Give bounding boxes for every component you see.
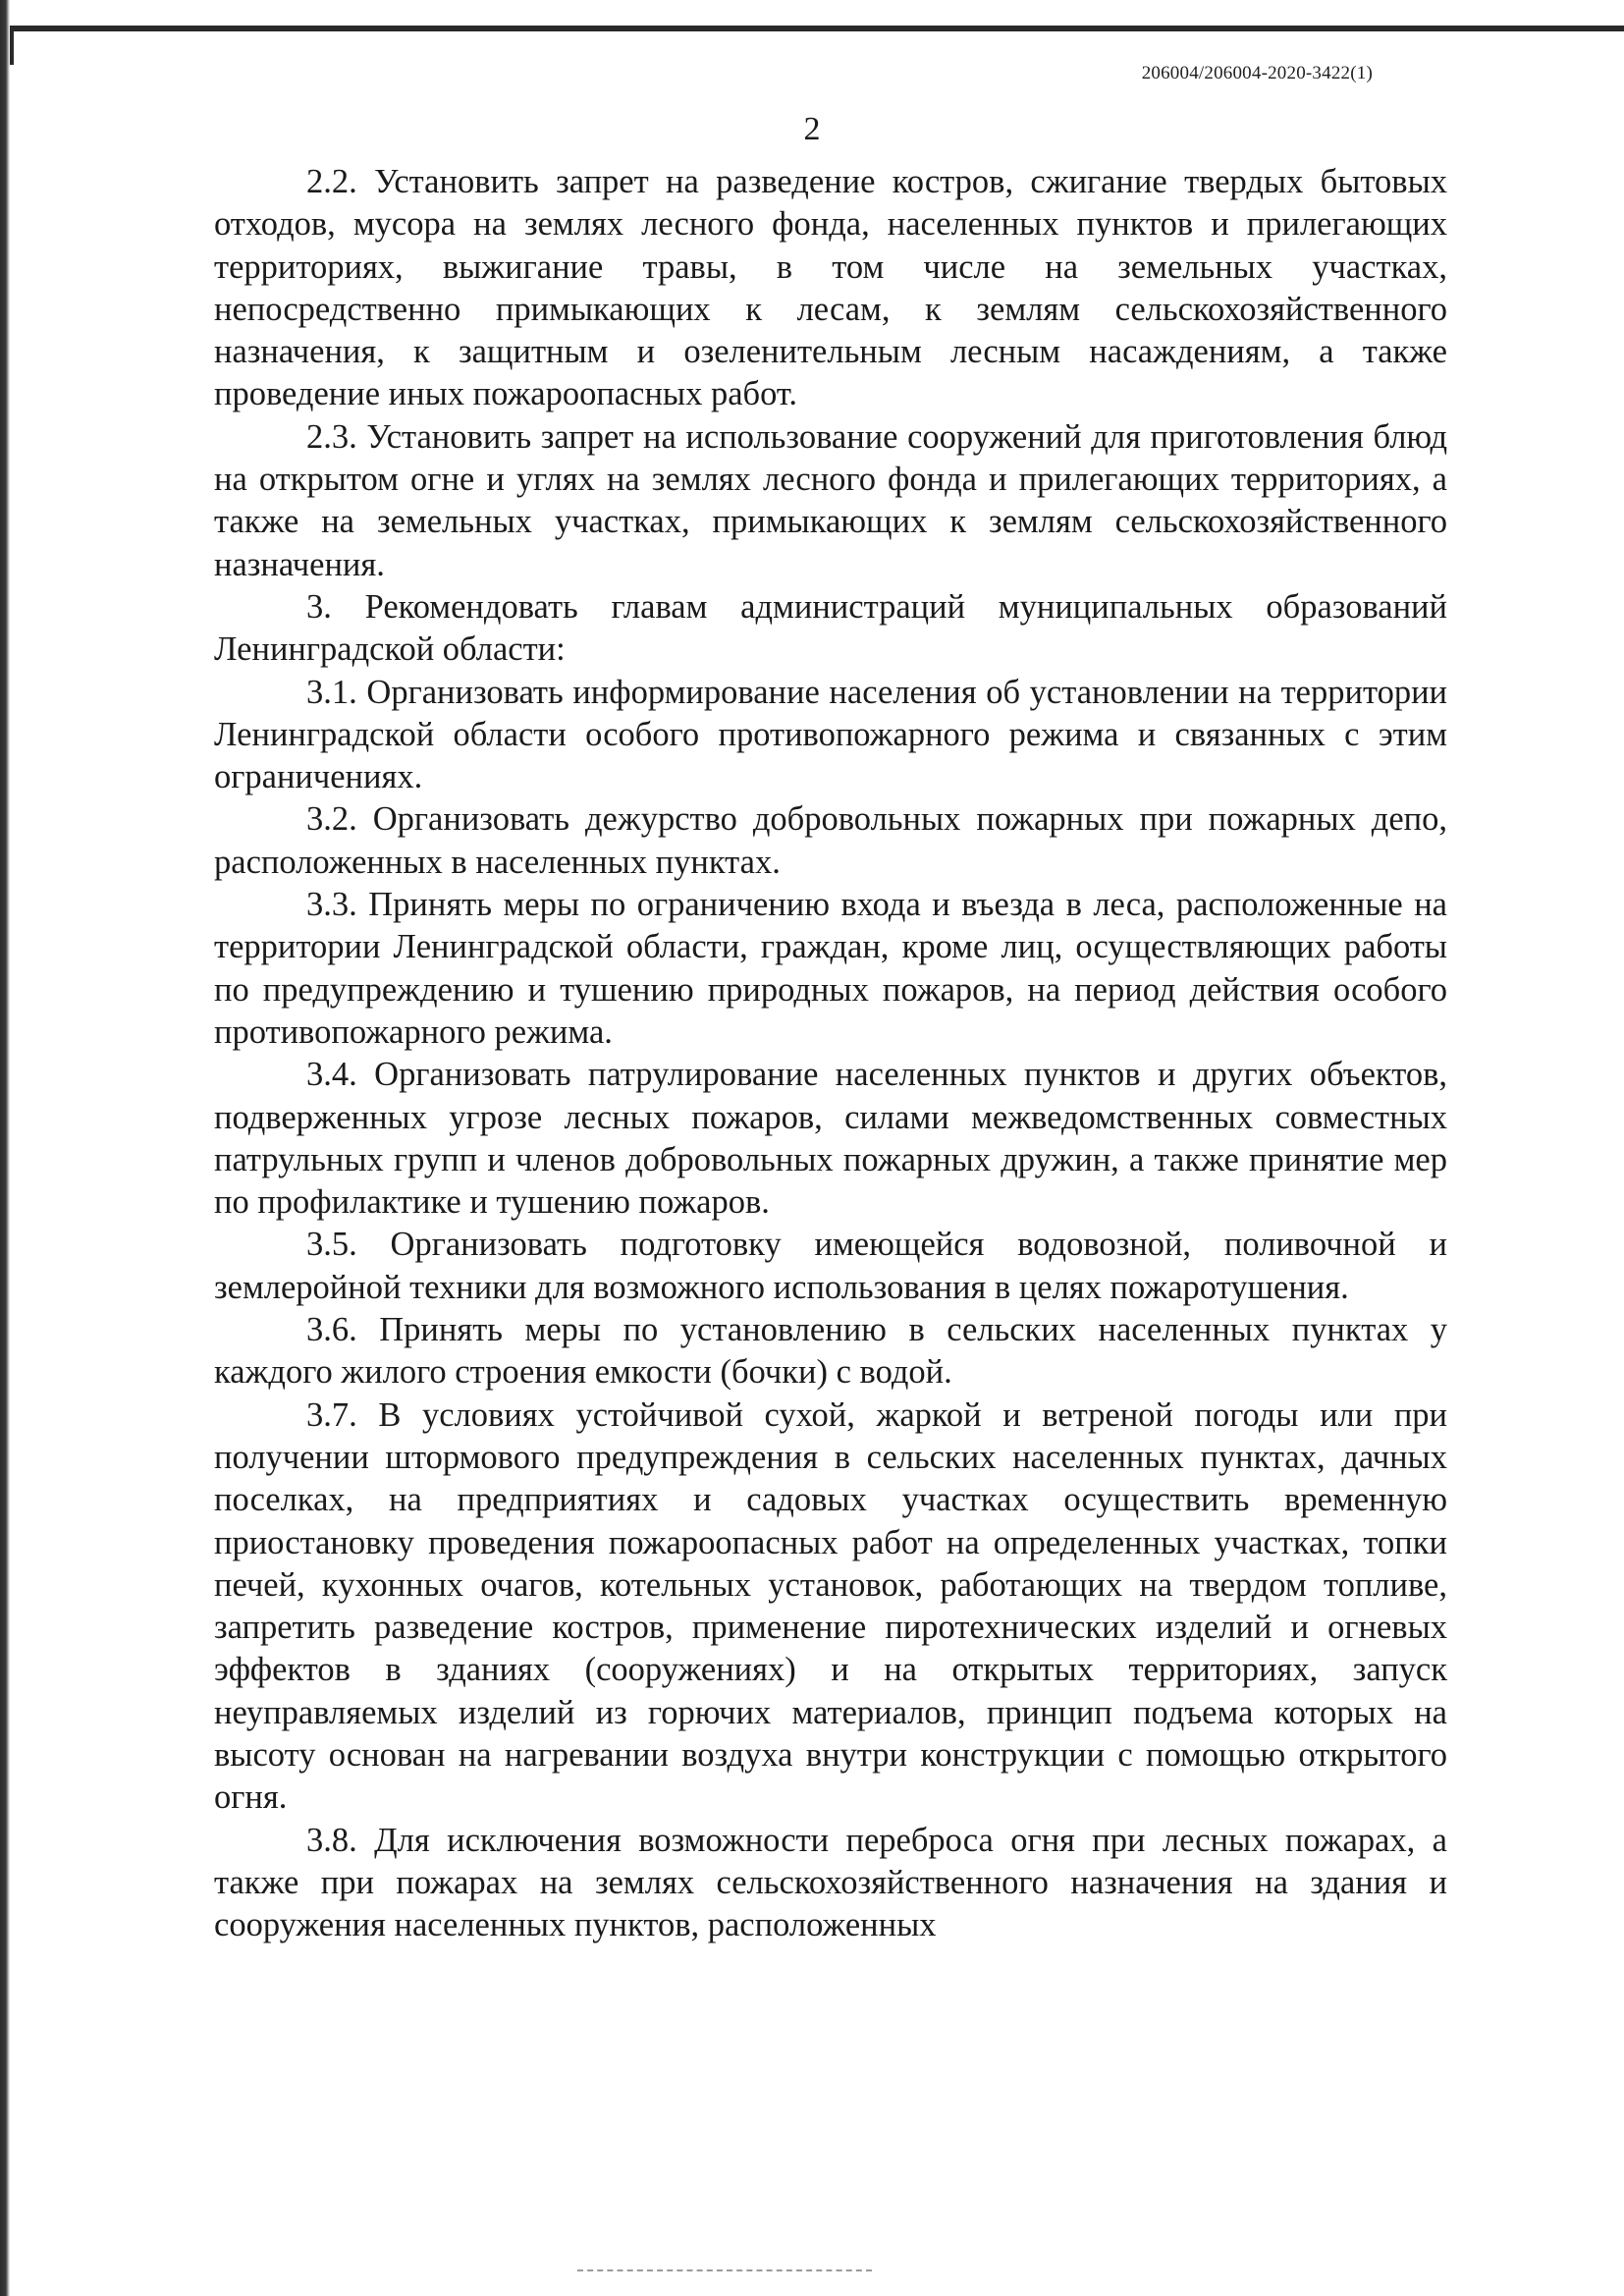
- paragraph-3-4: 3.4. Организовать патрулирование населенных пунктов и других объектов, подверженных угрозе лесных пожаров, силами межведомственных совместных патрульных групп и членов добровольных пожарных дружин, а также принятие мер по профилактике и тушению пожаров.: [214, 1056, 1447, 1222]
- document-body: [214, 161, 1447, 1946]
- paragraph-2-2: 2.2. Установить запрет на разведение костров, сжигание твердых бытовых отходов, мусора на землях лесного фонда, населенных пунктов и прилегающих территориях, выжигание травы, в том числе на земельных участках, непосредственно примыкающих к лесам, к землям сельскохозяйственного назначения, к защитным и озеленительным лесным насаждениям, а также проведение иных пожароопасных работ.: [214, 163, 1447, 413]
- paragraph-3-1: 3.1. Организовать информирование населения об установлении на территории Ленинградской области особого противопожарного режима и связанных с этим ограничениях.: [214, 673, 1447, 796]
- paragraph-3-5: 3.5. Организовать подготовку имеющейся водовозной, поливочной и землеройной техники для возможного использования в целях пожаротушения.: [214, 1226, 1447, 1306]
- scan-left-border: [0, 0, 10, 2296]
- paragraph-3-8: 3.8. Для исключения возможности переброса огня при лесных пожарах, а также при пожарах на землях сельскохозяйственного назначения на здания и сооружения населенных пунктов, расположенных: [214, 1821, 1447, 1944]
- page-number: 2: [803, 111, 821, 147]
- paragraph-3-2: 3.2. Организовать дежурство добровольных пожарных при пожарных депо, расположенных в населенных пунктах.: [214, 800, 1447, 881]
- scan-top-border: [0, 0, 1624, 32]
- paragraph-3-3: 3.3. Принять меры по ограничению входа и въезда в леса, расположенные на территории Ленинградской области, граждан, кроме лиц, осуществляющих работы по предупреждению и тушению природных пожаров, на период действия особого противопожарного режима.: [214, 886, 1447, 1051]
- paragraph-2-3: 2.3. Установить запрет на использование сооружений для приготовления блюд на открытом огне и углях на землях лесного фонда и прилегающих территориях, а также на земельных участках, примыкающих к землям сельскохозяйственного назначения.: [214, 417, 1447, 583]
- scan-artifact-line: [577, 2269, 872, 2271]
- scan-top-bar: [0, 26, 1624, 31]
- document-id: 206004/206004-2020-3422(1): [1141, 63, 1373, 83]
- paragraph-3-6: 3.6. Принять меры по установлению в сельских населенных пунктах у каждого жилого строения емкости (бочки) с водой.: [214, 1311, 1447, 1392]
- paragraph-3: 3. Рекомендовать главам администраций муниципальных образований Ленинградской области:: [214, 587, 1447, 669]
- paragraph-3-7: 3.7. В условиях устойчивой сухой, жаркой и ветреной погоды или при получении штормового предупреждения в сельских населенных пунктах, дачных поселках, на предприятиях и садовых участках осуществить временную приостановку проведения пожароопасных работ на определенных участках, топки печей, кухонных очагов, котельных установок, работающих на твердом топливе, запретить разведение костров, применение пиротехнических изделий и огневых эффектов в зданиях (сооружениях) и на открытых территориях, запуск неуправляемых изделий из горючих материалов, принцип подъема которых на высоту основан на нагревании воздуха внутри конструкции с помощью открытого огня.: [214, 1395, 1447, 1817]
